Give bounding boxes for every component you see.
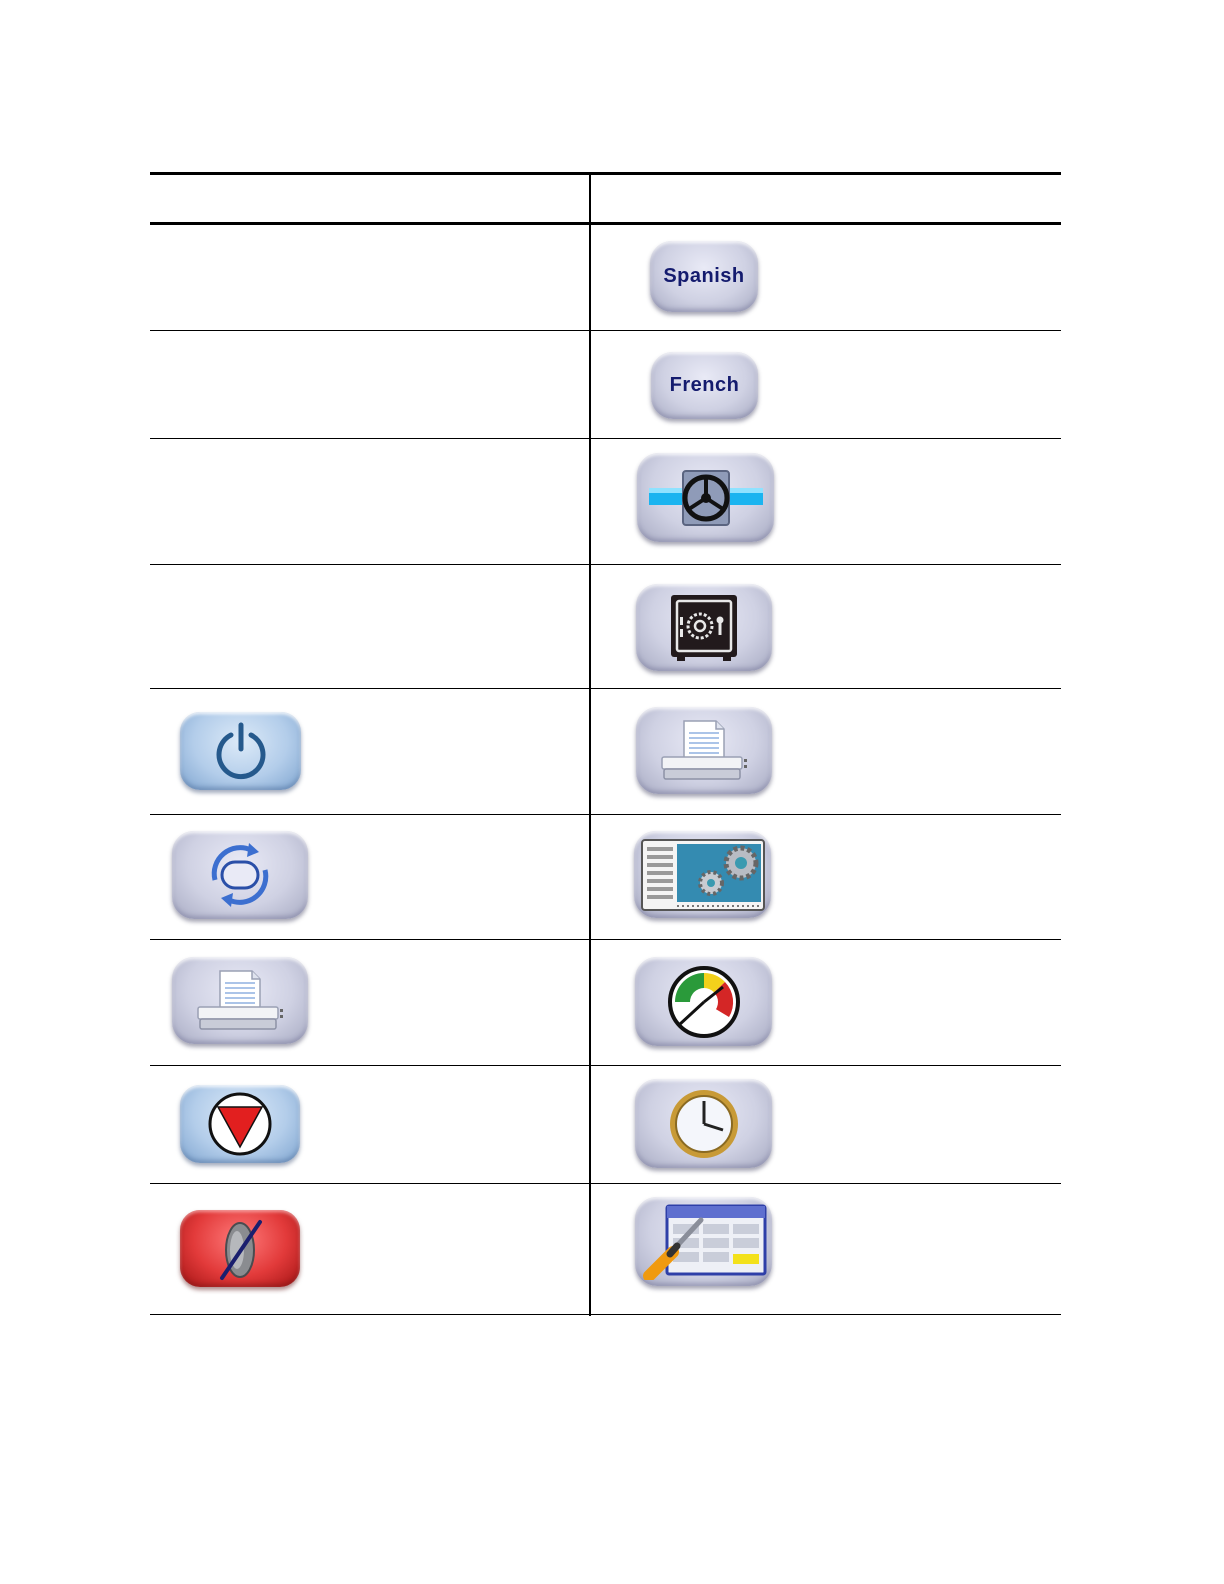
- gauge-icon: [667, 965, 741, 1039]
- stop-icon: [207, 1091, 273, 1157]
- settings-icon: [641, 839, 765, 911]
- valve-icon: [647, 465, 765, 531]
- column-divider: [589, 172, 591, 1316]
- spanish-button[interactable]: [650, 241, 758, 312]
- table-top-rule: [150, 172, 1061, 175]
- clock-icon: [667, 1087, 741, 1161]
- configuration-tool-button[interactable]: [635, 1197, 772, 1286]
- valve-button[interactable]: [637, 453, 774, 542]
- header-bottom-rule: [150, 222, 1061, 225]
- row-divider: [150, 1065, 1061, 1066]
- clock-button[interactable]: [635, 1079, 772, 1168]
- mute-icon: [210, 1216, 270, 1282]
- print-button-right[interactable]: [636, 707, 772, 794]
- safe-icon: [669, 593, 739, 663]
- print-button-left[interactable]: [172, 957, 308, 1044]
- row-divider: [150, 564, 1061, 565]
- refresh-button[interactable]: [172, 831, 308, 919]
- settings-button[interactable]: [634, 831, 771, 918]
- safe-button[interactable]: [636, 584, 772, 671]
- french-button-label: French: [669, 374, 740, 396]
- mute-button[interactable]: [180, 1210, 300, 1287]
- configuration-tool-icon: [641, 1204, 767, 1280]
- row-divider: [150, 1183, 1061, 1184]
- table-bottom-rule: [150, 1314, 1061, 1315]
- refresh-icon: [205, 840, 275, 910]
- row-divider: [150, 438, 1061, 439]
- stop-button[interactable]: [180, 1085, 300, 1163]
- power-button[interactable]: [180, 712, 301, 790]
- spanish-button-label: Spanish: [663, 265, 745, 287]
- row-divider: [150, 688, 1061, 689]
- french-button[interactable]: [651, 352, 758, 419]
- power-icon: [211, 721, 271, 781]
- gauge-button[interactable]: [635, 957, 772, 1046]
- print-icon: [194, 969, 286, 1033]
- row-divider: [150, 814, 1061, 815]
- row-divider: [150, 939, 1061, 940]
- row-divider: [150, 330, 1061, 331]
- print-icon: [658, 719, 750, 783]
